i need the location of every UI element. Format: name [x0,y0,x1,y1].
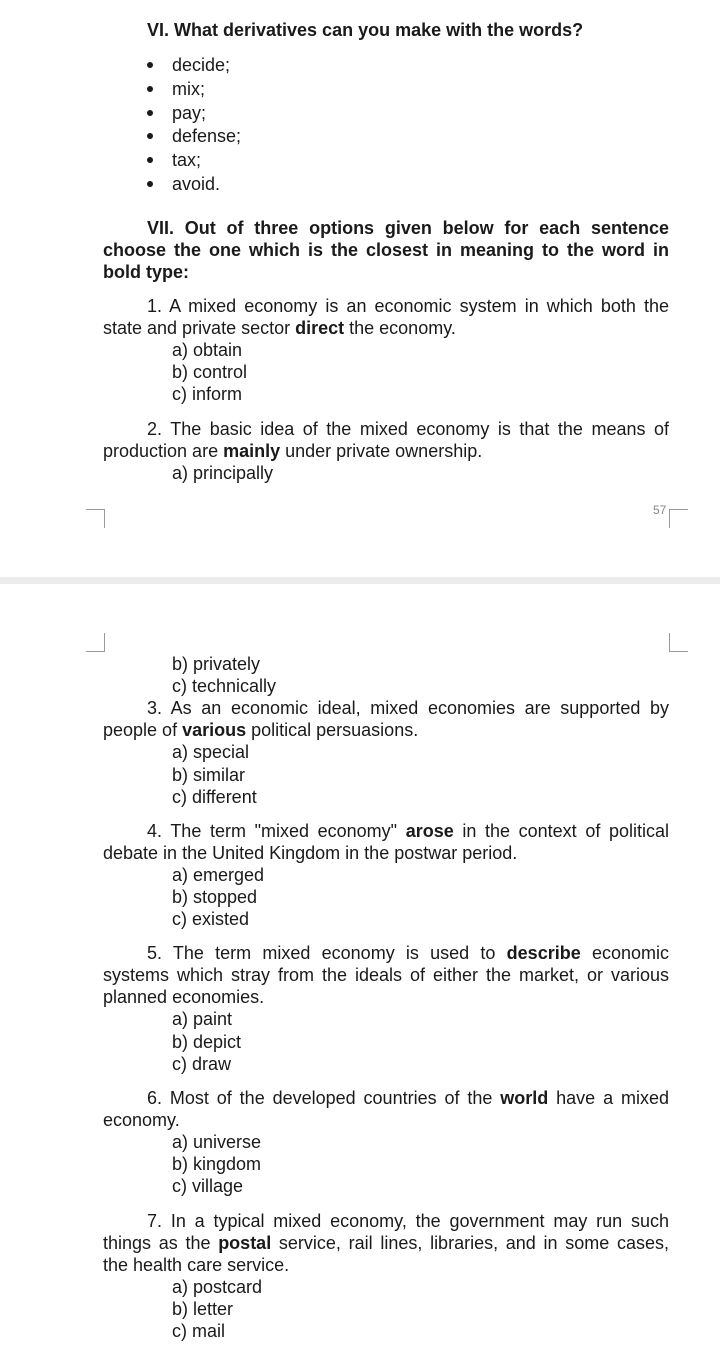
section-7-heading: VII. Out of three options given below for each sentence choose the one which is the closest in meaning to the word in bold type: [103,218,669,282]
option-item: b) similar [172,765,246,785]
option-item: a) postcard [172,1277,263,1297]
question-4: 4. The term "mixed economy" arose in the context of political debate in the United Kingdom in the postwar period. [103,821,669,863]
option-item: b) privately [172,654,261,674]
section-6-heading: VI. What derivatives can you make with the words? [147,20,584,40]
option-item: a) principally [172,463,274,483]
page-1 [0,0,720,577]
bullet-icon [147,110,153,116]
list-item: avoid. [172,174,221,194]
crop-mark [669,633,688,652]
bullet-icon [147,157,153,163]
option-item: a) emerged [172,865,265,885]
option-item: c) inform [172,384,243,404]
option-item: a) special [172,742,250,762]
option-item: b) depict [172,1032,242,1052]
list-item: decide; [172,55,231,75]
option-item: c) village [172,1176,244,1196]
option-item: c) existed [172,909,250,929]
list-item: mix; [172,79,205,99]
bullet-icon [147,62,153,68]
option-item: b) kingdom [172,1154,262,1174]
crop-mark [86,633,105,652]
bold-word: direct [295,318,345,338]
bullet-icon [147,133,153,139]
list-item: tax; [172,150,202,170]
list-item: pay; [172,103,207,123]
bold-word: arose [405,821,454,841]
bold-word: world [500,1088,549,1108]
bold-word: mainly [223,441,281,461]
bold-word: various [182,720,247,740]
option-item: c) mail [172,1321,225,1341]
question-3: 3. As an economic ideal, mixed economies are supported by people of various political persuasions. [103,698,669,740]
bold-word: postal [218,1233,272,1253]
bullet-icon [147,86,153,92]
option-item: c) different [172,787,257,807]
question-2: 2. The basic idea of the mixed economy is that the means of production are mainly under private ownership. [103,419,669,461]
option-item: c) technically [172,676,277,696]
option-item: b) control [172,362,248,382]
list-item: defense; [172,126,242,146]
bold-word: describe [506,943,581,963]
page-separator [0,577,720,584]
option-item: a) universe [172,1132,262,1152]
crop-mark [669,509,688,528]
crop-mark [86,509,105,528]
question-5: 5. The term mixed economy is used to describe economic systems which stray from the ideals of either the market, or various planned economies. [103,943,669,1007]
question-1: 1. A mixed economy is an economic system in which both the state and private sector direct the economy. [103,296,669,338]
option-item: b) stopped [172,887,258,907]
option-item: c) draw [172,1054,232,1074]
option-item: b) letter [172,1299,234,1319]
option-item: a) paint [172,1009,233,1029]
question-7: 7. In a typical mixed economy, the government may run such things as the postal service, rail lines, libraries, and in some cases, the health care service. [103,1211,669,1275]
page-number: 57 [653,503,667,517]
question-6: 6. Most of the developed countries of the world have a mixed economy. [103,1088,669,1130]
option-item: a) obtain [172,340,243,360]
bullet-icon [147,181,153,187]
